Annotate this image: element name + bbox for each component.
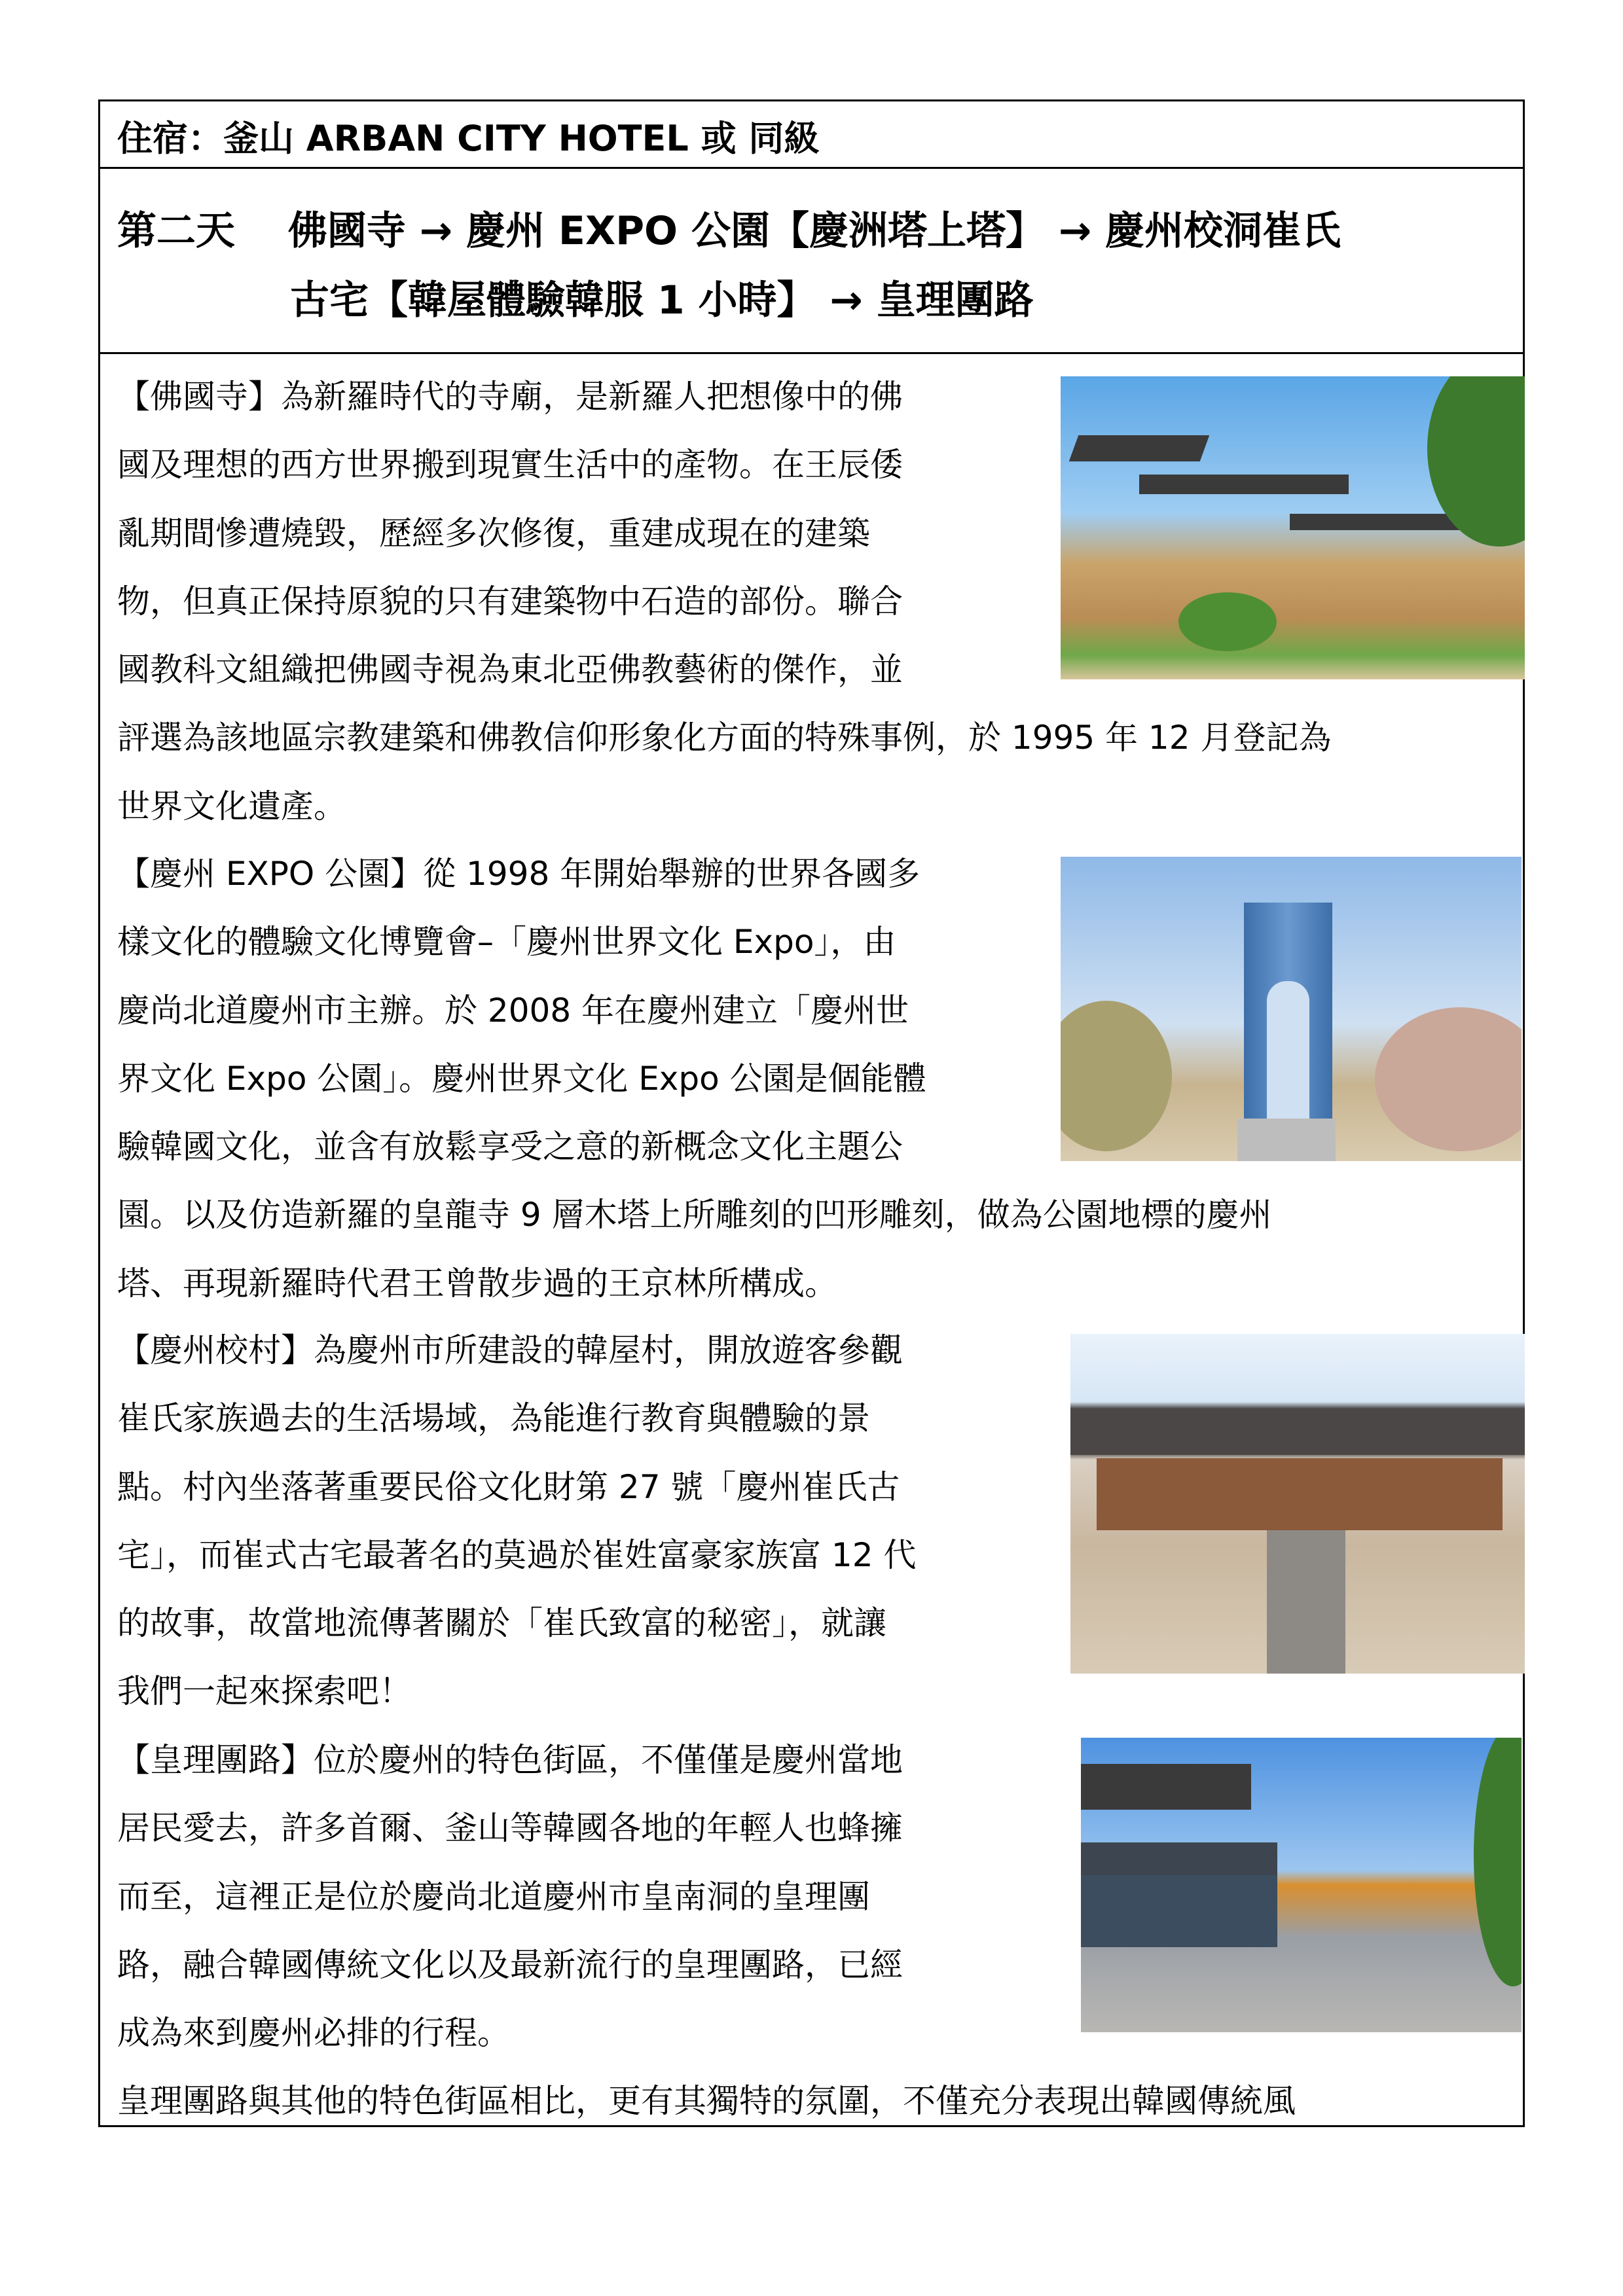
paragraph-line: 路，融合韓國傳統文化以及最新流行的皇理團路，已經 bbox=[117, 1945, 903, 1984]
paragraph-line: 居民愛去，許多首爾、釜山等韓國各地的年輕人也蜂擁 bbox=[117, 1809, 903, 1848]
row-divider bbox=[98, 352, 1525, 354]
paragraph-line: 我們一起來探索吧！ bbox=[117, 1672, 412, 1711]
choi-family-house-photo bbox=[1070, 1334, 1525, 1674]
paragraph-line: 慶尚北道慶州市主辦。於 2008 年在慶州建立「慶州世 bbox=[117, 991, 909, 1030]
paragraph-line: 物，但真正保持原貌的只有建築物中石造的部份。聯合 bbox=[117, 582, 903, 620]
paragraph-line: 評選為該地區宗教建築和佛教信仰形象化方面的特殊事例，於 1995 年 12 月登記為 bbox=[117, 719, 1332, 757]
paragraph-line: 的故事，故當地流傳著關於「崔氏致富的秘密」，就讓 bbox=[117, 1604, 886, 1643]
paragraph-line: 世界文化遺產。 bbox=[117, 787, 346, 825]
paragraph-line: 國教科文組織把佛國寺視為東北亞佛教藝術的傑作，並 bbox=[117, 651, 903, 689]
paragraph-line: 【慶州 EXPO 公園】從 1998 年開始舉辦的世界各國多 bbox=[117, 855, 921, 893]
paragraph-line: 園。以及仿造新羅的皇龍寺 9 層木塔上所雕刻的凹形雕刻，做為公園地標的慶州 bbox=[117, 1196, 1272, 1234]
section-gyochon-village bbox=[117, 1316, 916, 1726]
paragraph-line: 塔、再現新羅時代君王曾散步過的王京林所構成。 bbox=[117, 1264, 837, 1302]
paragraph-line: 皇理團路與其他的特色街區相比，更有其獨特的氛圍，不僅充分表現出韓國傳統風 bbox=[117, 2082, 1296, 2121]
gyeongju-tower-photo bbox=[1061, 857, 1522, 1161]
hwangnidan-gil-street-photo bbox=[1081, 1738, 1522, 2032]
paragraph-line: 點。村內坐落著重要民俗文化財第 27 號「慶州崔氏古 bbox=[117, 1467, 900, 1506]
paragraph-line: 界文化 Expo 公園」。慶州世界文化 Expo 公園是個能體 bbox=[117, 1059, 926, 1098]
day-title-line-2: 古宅【韓屋體驗韓服 1 小時】 → 皇理團路 bbox=[290, 278, 1034, 323]
paragraph-line: 崔氏家族過去的生活場域，為能進行教育與體驗的景 bbox=[117, 1399, 870, 1438]
paragraph-line: 【佛國寺】為新羅時代的寺廟，是新羅人把想像中的佛 bbox=[117, 378, 903, 416]
accommodation-info: 住宿：釜山 ARBAN CITY HOTEL 或 同級 bbox=[117, 118, 820, 159]
bulguksa-temple-photo bbox=[1061, 376, 1525, 679]
paragraph-line: 國及理想的西方世界搬到現實生活中的產物。在王辰倭 bbox=[117, 446, 903, 484]
paragraph-line: 宅」，而崔式古宅最著名的莫過於崔姓富豪家族富 12 代 bbox=[117, 1535, 917, 1574]
paragraph-line: 驗韓國文化，並含有放鬆享受之意的新概念文化主題公 bbox=[117, 1128, 903, 1166]
paragraph-line: 而至，這裡正是位於慶尚北道慶州市皇南洞的皇理團 bbox=[117, 1877, 870, 1916]
paragraph-line: 【皇理團路】位於慶州的特色街區，不僅僅是慶州當地 bbox=[117, 1741, 903, 1779]
paragraph-line: 亂期間慘遭燒毀，歷經多次修復，重建成現在的建築 bbox=[117, 514, 870, 552]
paragraph-line: 成為來到慶州必排的行程。 bbox=[117, 2014, 510, 2053]
paragraph-line: 樣文化的體驗文化博覽會–「慶州世界文化 Expo」，由 bbox=[117, 923, 896, 961]
day-title-line-1: 第二天 佛國寺 → 慶州 EXPO 公園【慶洲塔上塔】 → 慶州校洞崔氏 bbox=[117, 208, 1341, 254]
paragraph-line: 【慶州校村】為慶州市所建設的韓屋村，開放遊客參觀 bbox=[117, 1331, 903, 1369]
row-divider bbox=[98, 167, 1525, 169]
